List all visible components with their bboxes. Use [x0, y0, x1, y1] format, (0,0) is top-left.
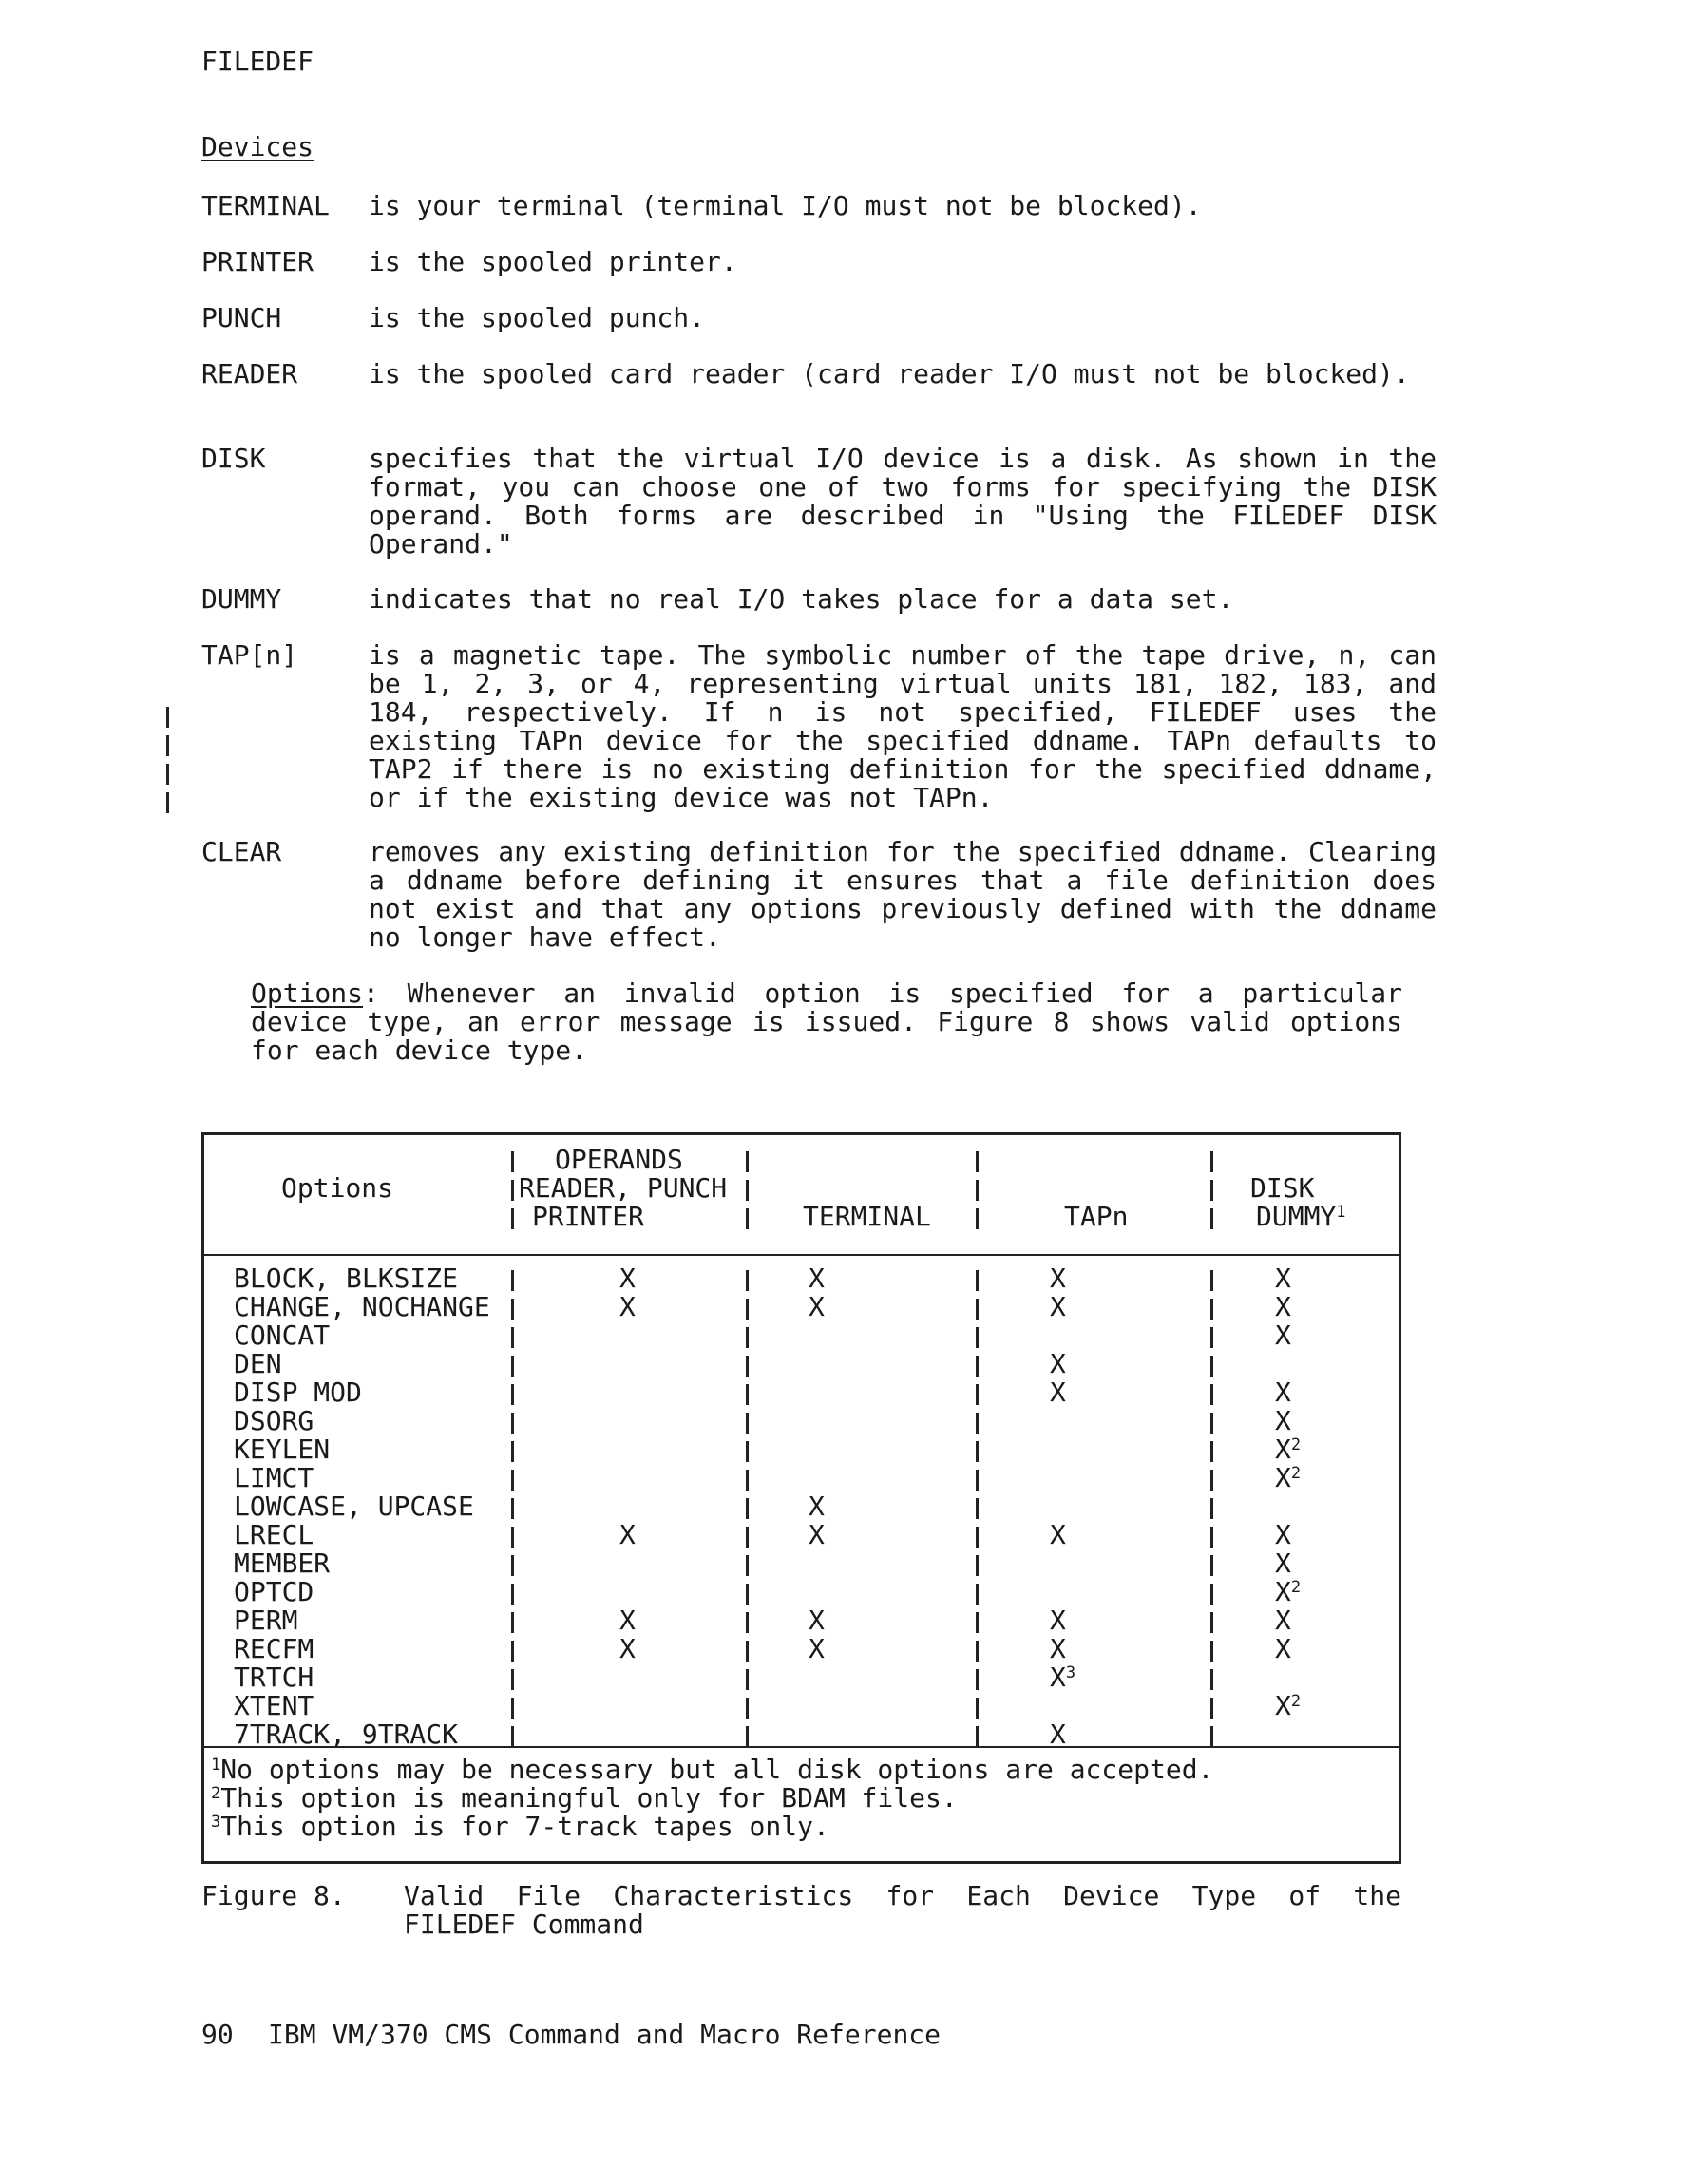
option-name-cell: DEN — [234, 1348, 282, 1379]
option-name-cell: MEMBER — [234, 1548, 331, 1579]
option-name-cell: LOWCASE, UPCASE — [234, 1491, 474, 1522]
term-label: PUNCH — [201, 302, 282, 333]
column-separator — [976, 1698, 979, 1719]
column-separator — [976, 1384, 979, 1405]
column-separator — [976, 1356, 979, 1377]
column-separator — [746, 1413, 749, 1434]
term-label: DISK — [201, 443, 266, 474]
revision-bar — [166, 792, 169, 813]
term-label: CLEAR — [201, 836, 282, 867]
column-separator — [746, 1356, 749, 1377]
column-separator — [1210, 1584, 1213, 1605]
disk-mark-cell: X — [1275, 1320, 1291, 1351]
column-separator — [976, 1584, 979, 1605]
col-header-operands: OPERANDS — [555, 1144, 683, 1175]
column-separator — [1210, 1151, 1213, 1172]
term-description: specifies that the virtual I/O device is a disk. As shown in the format, you can choose one of two forms for specifying the DISK operand. Both forms are described in "Using the FILEDEF DISK Operand." — [369, 443, 1437, 560]
column-separator — [1210, 1555, 1213, 1576]
tapn-mark-cell: X — [1050, 1633, 1066, 1664]
terminal-mark-cell: X — [809, 1605, 825, 1636]
option-name-cell: LIMCT — [234, 1462, 314, 1493]
rpp-mark-cell: X — [619, 1605, 636, 1636]
options-paragraph — [251, 979, 1402, 1065]
column-separator — [976, 1555, 979, 1576]
column-separator — [1210, 1527, 1213, 1548]
column-separator — [976, 1498, 979, 1519]
column-separator — [1210, 1612, 1213, 1633]
column-separator — [511, 1384, 514, 1405]
definition-reader — [201, 360, 1437, 417]
tapn-mark-cell: X — [1050, 1519, 1066, 1550]
term-description: is the spooled card reader (card reader I/O must not be blocked). — [369, 358, 1410, 389]
terminal-mark-cell: X — [809, 1633, 825, 1664]
definition-dummy — [201, 585, 1437, 614]
column-separator — [511, 1498, 514, 1519]
column-separator — [976, 1470, 979, 1491]
disk-mark-cell: $X^2$ — [1275, 1434, 1302, 1465]
tapn-mark-cell: X — [1050, 1605, 1066, 1636]
term-description: is the spooled punch. — [369, 302, 706, 333]
footnote-text: No options may be necessary but all disk options are accepted. — [220, 1754, 1214, 1785]
book-title: IBM VM/370 CMS Command and Macro Reference — [268, 2019, 942, 2050]
footnote-2 — [211, 1784, 958, 1813]
definition-printer — [201, 248, 1437, 276]
footnote-3 — [211, 1813, 829, 1841]
column-separator — [746, 1384, 749, 1405]
column-separator — [1210, 1327, 1213, 1348]
figure-label: Figure 8. — [201, 1880, 346, 1911]
revision-bar — [166, 735, 169, 756]
option-name-cell: KEYLEN — [234, 1434, 331, 1465]
footnote-text: This option is meaningful only for BDAM files. — [220, 1782, 958, 1814]
column-separator — [511, 1208, 514, 1229]
col-header-options: Options — [281, 1172, 394, 1204]
column-separator — [976, 1612, 979, 1633]
term-label: TERMINAL — [201, 190, 330, 221]
revision-bar — [166, 707, 169, 728]
disk-mark-cell: $X^2$ — [1275, 1576, 1302, 1607]
disk-mark-cell: X — [1275, 1605, 1291, 1636]
running-header: FILEDEF — [201, 46, 314, 77]
table-bottom-rule — [201, 1861, 1401, 1864]
column-separator — [746, 1726, 749, 1747]
option-name-cell: CONCAT — [234, 1320, 331, 1351]
option-name-cell: DISP MOD — [234, 1377, 362, 1408]
definition-disk — [201, 445, 1437, 559]
tapn-mark-cell: X — [1050, 1263, 1066, 1294]
footnote-mark: 2 — [211, 1784, 221, 1803]
column-separator — [1210, 1270, 1213, 1291]
col-header-disk: DISK — [1250, 1172, 1315, 1204]
column-separator — [976, 1641, 979, 1662]
column-separator — [1210, 1726, 1213, 1747]
tapn-mark-cell: X — [1050, 1291, 1066, 1322]
footnote-mark: 3 — [211, 1813, 221, 1832]
disk-mark-cell: X — [1275, 1633, 1291, 1664]
column-separator — [511, 1555, 514, 1576]
column-separator — [511, 1584, 514, 1605]
disk-mark-cell: X — [1275, 1519, 1291, 1550]
table-top-rule — [201, 1132, 1401, 1135]
column-separator — [511, 1413, 514, 1434]
options-text: : Whenever an invalid option is specified for a particular device type, an error message is issued. Figure 8 shows valid options for each device type. — [251, 978, 1402, 1066]
footnote-mark: 3 — [1065, 1663, 1076, 1682]
column-separator — [746, 1555, 749, 1576]
table-right-rule — [1399, 1132, 1401, 1864]
column-separator — [511, 1641, 514, 1662]
column-separator — [746, 1698, 749, 1719]
column-separator — [746, 1584, 749, 1605]
rpp-mark-cell: X — [619, 1291, 636, 1322]
option-name-cell: OPTCD — [234, 1576, 314, 1607]
options-label: Options — [251, 978, 364, 1009]
column-separator — [511, 1356, 514, 1377]
footnote-mark: 1 — [1336, 1203, 1346, 1222]
column-separator — [511, 1270, 514, 1291]
column-separator — [1210, 1498, 1213, 1519]
column-separator — [1210, 1356, 1213, 1377]
column-separator — [511, 1527, 514, 1548]
column-separator — [1210, 1641, 1213, 1662]
option-name-cell: RECFM — [234, 1633, 314, 1664]
option-name-cell: LRECL — [234, 1519, 314, 1550]
column-separator — [1210, 1208, 1213, 1229]
column-separator — [1210, 1384, 1213, 1405]
term-description: is a magnetic tape. The symbolic number of the tape drive, n, can be 1, 2, 3, or 4, representing virtual units 181, 182, 183, and 184, respectively. If n is not specified, FILEDEF uses the existing TAPn device for the specified ddname. TAPn defaults to TAP2 if there is no existing definition for the specified ddname, or if the existing device was not TAPn. — [369, 639, 1437, 813]
column-separator — [511, 1327, 514, 1348]
column-separator — [511, 1151, 514, 1172]
term-label: PRINTER — [201, 246, 314, 277]
option-name-cell: 7TRACK, 9TRACK — [234, 1719, 459, 1750]
disk-mark-cell: X — [1275, 1405, 1291, 1436]
column-separator — [746, 1208, 749, 1229]
column-separator — [511, 1698, 514, 1719]
col-header-reader-punch: READER, PUNCH — [519, 1172, 728, 1204]
column-separator — [511, 1441, 514, 1462]
disk-mark-cell: X — [1275, 1548, 1291, 1579]
column-separator — [1210, 1470, 1213, 1491]
figure-8-table — [201, 1132, 1401, 1864]
header-separator-rule — [201, 1254, 1401, 1256]
disk-mark-cell: X — [1275, 1377, 1291, 1408]
column-separator — [976, 1327, 979, 1348]
column-separator — [1210, 1299, 1213, 1320]
column-separator — [976, 1151, 979, 1172]
col-header-dummy — [1256, 1203, 1346, 1231]
column-separator — [746, 1612, 749, 1633]
option-name-cell: XTENT — [234, 1690, 314, 1721]
footnote-mark: 2 — [1290, 1435, 1302, 1454]
column-separator — [976, 1208, 979, 1229]
disk-mark-cell: $X^2$ — [1275, 1462, 1302, 1493]
figure-caption-line2: FILEDEF Command — [404, 1909, 644, 1940]
term-description: is your terminal (terminal I/O must not be blocked). — [369, 190, 1202, 221]
disk-mark-cell: X — [1275, 1291, 1291, 1322]
disk-mark-cell: $X^2$ — [1275, 1690, 1302, 1721]
col-header-tapn: TAPn — [1064, 1201, 1129, 1232]
terminal-mark-cell: X — [809, 1263, 825, 1294]
definition-terminal — [201, 192, 1437, 220]
column-separator — [746, 1151, 749, 1172]
column-separator — [976, 1299, 979, 1320]
col-header-printer: PRINTER — [532, 1201, 645, 1232]
footnote-mark: 2 — [1290, 1464, 1302, 1483]
term-label: READER — [201, 358, 298, 389]
column-separator — [746, 1527, 749, 1548]
column-separator — [976, 1270, 979, 1291]
definition-tapn — [201, 641, 1437, 812]
column-separator — [746, 1669, 749, 1690]
term-description: removes any existing definition for the specified ddname. Clearing a ddname before defining it ensures that a file definition does not exist and that any options previously defined with the ddname no longer have effect. — [369, 836, 1437, 953]
column-separator — [976, 1441, 979, 1462]
column-separator — [976, 1413, 979, 1434]
column-separator — [976, 1527, 979, 1548]
tapn-mark-cell: X — [1050, 1348, 1066, 1379]
column-separator — [976, 1180, 979, 1201]
figure-caption-line1: Valid File Characteristics for Each Device Type of the — [404, 1880, 1401, 1911]
column-separator — [976, 1669, 979, 1690]
tapn-mark-cell: $X^3$ — [1050, 1662, 1076, 1693]
col-header-dummy-text: DUMMY — [1256, 1201, 1337, 1232]
footnote-text: This option is for 7-track tapes only. — [220, 1811, 829, 1842]
section-heading: Devices — [201, 131, 314, 162]
option-name-cell: CHANGE, NOCHANGE — [234, 1291, 490, 1322]
column-separator — [1210, 1180, 1213, 1201]
terminal-mark-cell: X — [809, 1491, 825, 1522]
column-separator — [1210, 1441, 1213, 1462]
column-separator — [1210, 1698, 1213, 1719]
term-label: TAP[n] — [201, 639, 298, 671]
page-number: 90 — [201, 2019, 234, 2050]
terminal-mark-cell: X — [809, 1291, 825, 1322]
table-left-rule — [201, 1132, 204, 1864]
option-name-cell: TRTCH — [234, 1662, 314, 1693]
definition-clear — [201, 838, 1437, 952]
column-separator — [511, 1180, 514, 1201]
footnote-1 — [211, 1756, 1213, 1784]
tapn-mark-cell: X — [1050, 1719, 1066, 1750]
column-separator — [746, 1441, 749, 1462]
option-name-cell: DSORG — [234, 1405, 314, 1436]
column-separator — [511, 1299, 514, 1320]
column-separator — [746, 1270, 749, 1291]
column-separator — [511, 1612, 514, 1633]
rpp-mark-cell: X — [619, 1263, 636, 1294]
column-separator — [511, 1669, 514, 1690]
column-separator — [1210, 1669, 1213, 1690]
column-separator — [511, 1726, 514, 1747]
footnote-mark: 2 — [1290, 1578, 1302, 1597]
terminal-mark-cell: X — [809, 1519, 825, 1550]
tapn-mark-cell: X — [1050, 1377, 1066, 1408]
column-separator — [1210, 1413, 1213, 1434]
column-separator — [746, 1470, 749, 1491]
term-description: indicates that no real I/O takes place for a data set. — [369, 583, 1234, 615]
revision-bar — [166, 764, 169, 785]
column-separator — [746, 1498, 749, 1519]
col-header-terminal: TERMINAL — [803, 1201, 931, 1232]
term-description: is the spooled printer. — [369, 246, 737, 277]
column-separator — [746, 1299, 749, 1320]
footnote-mark: 2 — [1290, 1692, 1302, 1711]
column-separator — [746, 1641, 749, 1662]
option-name-cell: PERM — [234, 1605, 298, 1636]
disk-mark-cell: X — [1275, 1263, 1291, 1294]
rpp-mark-cell: X — [619, 1633, 636, 1664]
footnote-mark: 1 — [211, 1756, 221, 1775]
option-name-cell: BLOCK, BLKSIZE — [234, 1263, 459, 1294]
term-label: DUMMY — [201, 583, 282, 615]
column-separator — [511, 1470, 514, 1491]
rpp-mark-cell: X — [619, 1519, 636, 1550]
definition-punch — [201, 304, 1437, 332]
column-separator — [746, 1180, 749, 1201]
column-separator — [976, 1726, 979, 1747]
column-separator — [746, 1327, 749, 1348]
